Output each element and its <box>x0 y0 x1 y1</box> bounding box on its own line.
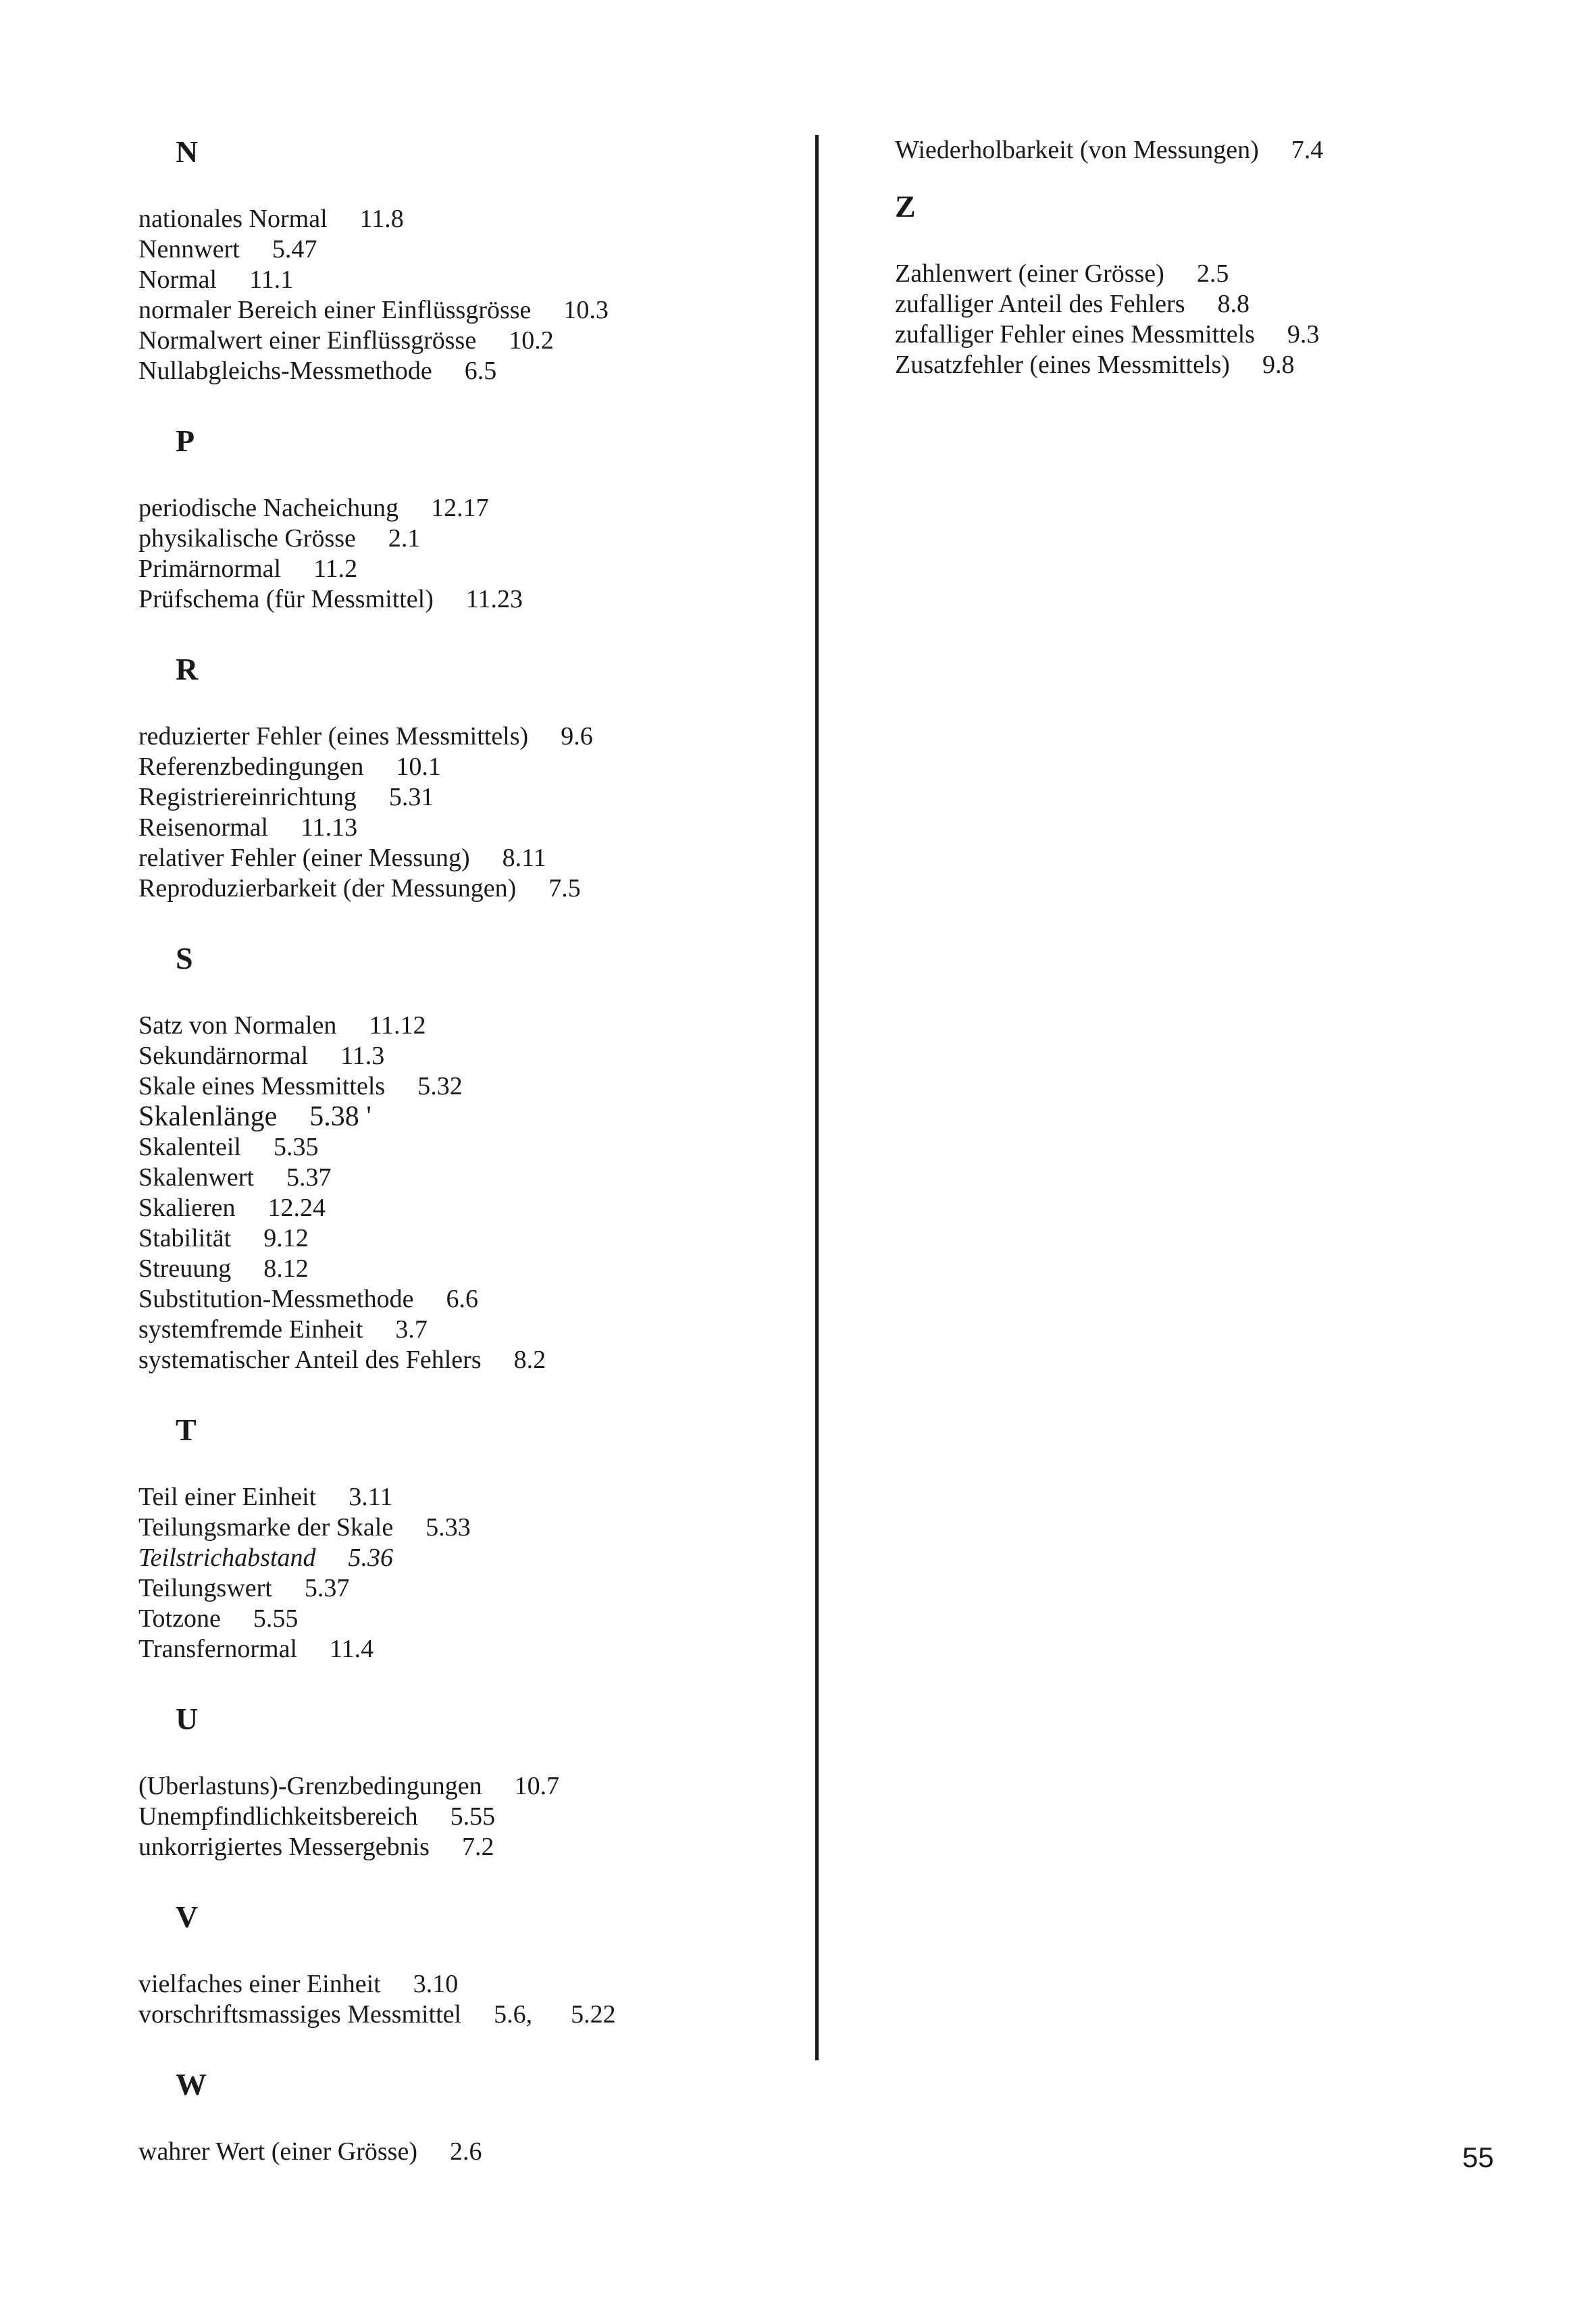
index-entry <box>138 1832 800 1862</box>
entry-ref: 3.7 <box>395 1315 428 1344</box>
index-entry <box>138 813 800 843</box>
entry-term: Sekundärnormal <box>138 1042 309 1070</box>
entry-term: Zahlenwert (einer Grösse) <box>895 259 1164 288</box>
entry-term: Totzone <box>138 1604 221 1633</box>
entry-ref: 5.38 ' <box>309 1101 371 1132</box>
entry-ref: 9.6 <box>561 722 593 751</box>
entry-ref: 5.35 <box>273 1133 319 1161</box>
entry-ref: 2.5 <box>1196 259 1229 288</box>
entry-ref: 5.47 <box>272 235 317 263</box>
entry-term: Skale eines Messmittels <box>138 1072 386 1100</box>
entry-ref: 5.36 <box>348 1544 394 1572</box>
entry-term: reduzierter Fehler (eines Messmittels) <box>138 722 529 751</box>
entry-ref: 10.1 <box>396 753 441 781</box>
index-section-v <box>138 1900 800 2030</box>
index-entry <box>138 1071 800 1102</box>
page-number: 55 <box>1462 2141 1494 2173</box>
index-entry <box>138 1163 800 1193</box>
index-entry <box>138 1634 800 1664</box>
entry-ref: 8.8 <box>1217 290 1250 318</box>
index-entry <box>138 1802 800 1832</box>
index-section-u <box>138 1702 800 1862</box>
index-entry <box>138 1011 800 1041</box>
index-entry <box>138 204 800 234</box>
index-entry <box>138 1223 800 1254</box>
entry-ref: 11.2 <box>313 555 358 583</box>
entry-ref: 3.10 <box>413 1970 459 1998</box>
index-entry <box>138 1254 800 1284</box>
section-letter: U <box>176 1702 199 1736</box>
entry-ref: 11.3 <box>340 1042 385 1070</box>
index-entry <box>138 493 800 524</box>
entry-ref: 5.31 <box>388 783 434 811</box>
index-entry <box>138 1315 800 1345</box>
entry-term: Reisenormal <box>138 813 269 842</box>
index-entry <box>138 2000 800 2030</box>
entry-term: Unempfindlichkeitsbereich <box>138 1802 418 1831</box>
entry-ref: 11.13 <box>301 813 358 842</box>
section-letter: T <box>176 1413 197 1447</box>
section-letter: V <box>176 1900 199 1934</box>
entry-ref: 8.2 <box>513 1346 546 1374</box>
index-entry <box>138 782 800 813</box>
entry-ref: 2.6 <box>450 2137 482 2166</box>
entry-ref: 5.33 <box>426 1513 471 1542</box>
entry-term: Normal <box>138 265 217 294</box>
index-entry <box>895 259 1449 289</box>
entry-ref: 5.6, 5.22 <box>494 2000 616 2029</box>
index-entry <box>138 584 800 615</box>
entry-term: zufalliger Anteil des Fehlers <box>895 290 1185 318</box>
entry-ref: 7.2 <box>461 1833 494 1861</box>
index-entry <box>138 1604 800 1634</box>
index-entry <box>138 356 800 386</box>
entry-term: relativer Fehler (einer Messung) <box>138 844 470 872</box>
entry-term: systematischer Anteil des Fehlers <box>138 1346 482 1374</box>
column-divider <box>815 135 819 2060</box>
index-entry <box>138 1543 800 1573</box>
index-right-column <box>895 135 1449 418</box>
entry-term: Zusatzfehler (eines Messmittels) <box>895 351 1230 379</box>
entry-ref: 2.1 <box>388 524 421 553</box>
entry-ref: 10.3 <box>563 296 609 324</box>
entry-term: nationales Normal <box>138 205 328 233</box>
entry-term: vielfaches einer Einheit <box>138 1970 381 1998</box>
entry-ref: 12.17 <box>431 494 489 522</box>
index-section-s <box>138 942 800 1375</box>
entry-term: Teil einer Einheit <box>138 1483 317 1511</box>
entry-term: Skalenwert <box>138 1163 254 1192</box>
entry-ref: 5.37 <box>286 1163 332 1192</box>
index-entry <box>138 1513 800 1543</box>
index-entry <box>138 326 800 356</box>
entry-ref: 5.37 <box>304 1574 350 1602</box>
index-entry <box>138 1771 800 1802</box>
section-letter: N <box>176 134 199 169</box>
entry-term: Substitution-Messmethode <box>138 1285 414 1313</box>
section-letter: P <box>176 424 195 458</box>
index-entry <box>138 1345 800 1375</box>
entry-term: Satz von Normalen <box>138 1011 337 1040</box>
entry-term: Stabilität <box>138 1224 232 1252</box>
entry-ref: 3.11 <box>349 1483 393 1511</box>
entry-ref: 7.5 <box>548 874 581 903</box>
entry-ref: 9.12 <box>263 1224 309 1252</box>
entry-term: wahrer Wert (einer Grösse) <box>138 2137 417 2166</box>
index-entry <box>138 873 800 904</box>
index-left-column <box>138 135 800 2205</box>
entry-term: vorschriftsmassiges Messmittel <box>138 2000 462 2029</box>
entry-term: normaler Bereich einer Einflüssgrösse <box>138 296 532 324</box>
index-entry <box>138 721 800 752</box>
entry-term: unkorrigiertes Messergebnis <box>138 1833 430 1861</box>
index-section-w <box>138 2068 800 2167</box>
entry-term: Primärnormal <box>138 555 282 583</box>
index-section-r <box>138 653 800 904</box>
entry-term: periodische Nacheichung <box>138 494 399 522</box>
entry-ref: 8.12 <box>263 1254 309 1283</box>
entry-term: Nullabgleichs-Messmethode <box>138 357 432 385</box>
index-entry <box>138 554 800 584</box>
entry-term: systemfremde Einheit <box>138 1315 363 1344</box>
entry-term: physikalische Grösse <box>138 524 356 553</box>
index-continuation <box>895 135 1449 166</box>
entry-term: Reproduzierbarkeit (der Messungen) <box>138 874 517 903</box>
entry-ref: 5.55 <box>253 1604 299 1633</box>
entry-ref: 9.3 <box>1287 320 1320 349</box>
entry-term: Registriereinrichtung <box>138 783 357 811</box>
entry-ref: 11.12 <box>369 1011 426 1040</box>
entry-term: zufalliger Fehler eines Messmittels <box>895 320 1255 349</box>
entry-term: Skalenteil <box>138 1133 241 1161</box>
entry-term: Teilstrichabstand <box>138 1544 316 1572</box>
index-entry <box>895 289 1449 320</box>
entry-term: Referenzbedingungen <box>138 753 364 781</box>
index-entry <box>138 843 800 873</box>
entry-term: Nennwert <box>138 235 240 263</box>
entry-ref: 5.32 <box>417 1072 463 1100</box>
index-entry <box>138 2137 800 2167</box>
index-entry <box>138 265 800 295</box>
entry-term: Teilungsmarke der Skale <box>138 1513 394 1542</box>
entry-ref: 11.23 <box>465 585 523 613</box>
entry-ref: 10.7 <box>514 1772 560 1800</box>
index-section-p <box>138 424 800 615</box>
entry-term: Skalieren <box>138 1194 236 1222</box>
section-letter: Z <box>895 189 916 224</box>
index-section-n <box>138 135 800 386</box>
index-entry <box>138 1102 800 1132</box>
entry-term: Normalwert einer Einflüssgrösse <box>138 326 477 355</box>
entry-ref: 7.4 <box>1291 136 1324 164</box>
index-entry <box>138 1482 800 1513</box>
entry-ref: 6.6 <box>446 1285 478 1313</box>
entry-term: Teilungswert <box>138 1574 272 1602</box>
entry-ref: 11.1 <box>249 265 294 294</box>
entry-term: (Uberlastuns)-Grenzbedingungen <box>138 1772 482 1800</box>
entry-ref: 6.5 <box>464 357 497 385</box>
index-entry <box>138 1573 800 1604</box>
index-section-z <box>895 190 1449 380</box>
index-entry <box>895 135 1449 166</box>
entry-ref: 12.24 <box>267 1194 326 1222</box>
index-entry <box>138 295 800 326</box>
entry-ref: 11.8 <box>359 205 404 233</box>
index-entry <box>138 752 800 782</box>
section-letter: W <box>176 2067 207 2102</box>
section-letter: S <box>176 941 193 975</box>
index-section-t <box>138 1413 800 1664</box>
index-entry <box>138 1193 800 1223</box>
index-entry <box>138 1969 800 2000</box>
entry-term: Transfernormal <box>138 1635 297 1663</box>
index-entry <box>138 1041 800 1071</box>
index-entry <box>895 350 1449 380</box>
index-entry <box>138 234 800 265</box>
index-entry <box>138 1132 800 1163</box>
entry-term: Wiederholbarkeit (von Messungen) <box>895 136 1259 164</box>
index-entry <box>138 524 800 554</box>
section-letter: R <box>176 652 199 686</box>
entry-ref: 5.55 <box>450 1802 496 1831</box>
entry-term: Prüfschema (für Messmittel) <box>138 585 434 613</box>
index-entry <box>895 320 1449 350</box>
entry-ref: 9.8 <box>1262 351 1295 379</box>
index-entry <box>138 1284 800 1315</box>
entry-term: Streuung <box>138 1254 232 1283</box>
entry-ref: 8.11 <box>502 844 546 872</box>
entry-ref: 10.2 <box>509 326 554 355</box>
entry-term: Skalenlänge <box>138 1101 278 1132</box>
entry-ref: 11.4 <box>330 1635 374 1663</box>
